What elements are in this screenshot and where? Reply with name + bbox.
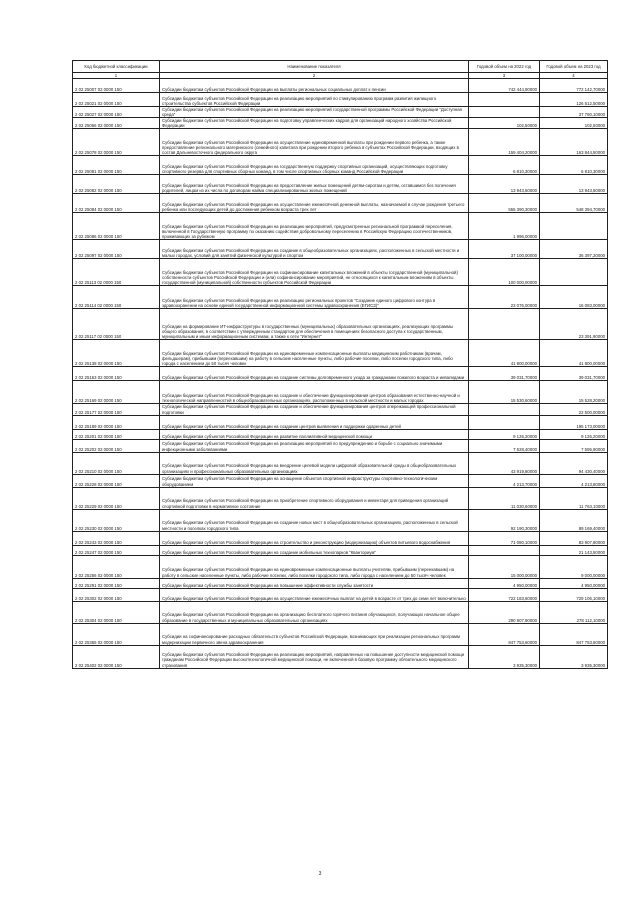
table-row — [73, 175, 608, 194]
budget-code-cell: 2 02 25082 02 0000 150 — [73, 175, 160, 194]
amount-2022-cell: 3 935,30000 — [469, 645, 540, 668]
budget-code-cell: 2 02 25066 02 0000 150 — [73, 118, 160, 129]
amount-2022-cell — [469, 107, 540, 118]
budget-code-cell: 2 02 25201 02 0000 150 — [73, 429, 160, 439]
indicator-name-cell: Субсидии бюджетам субъектов Российской Федерации на софинансирование капитальных вложений в объекты государственной (муниципальной) собственности субъектов Российской Федерации и (или) софинансирование мероприятий, не относящихся к капитальным вложениям в объекты государственной (муниципальной) собственности субъектов Российской Федерации — [160, 259, 469, 286]
table-row — [73, 240, 608, 259]
table-row — [73, 555, 608, 578]
budget-code-cell: 2 02 25229 02 0000 150 — [73, 487, 160, 509]
table-row — [73, 340, 608, 367]
budget-code-cell: 2 02 25202 02 0000 150 — [73, 439, 160, 452]
table-row — [73, 623, 608, 645]
amount-2022-cell: 100 000,00000 — [469, 259, 540, 286]
column-index: 2 — [160, 73, 469, 79]
amount-2022-cell: 1 996,00000 — [469, 213, 540, 240]
indicator-name-cell: Субсидии на формирование ИТ-инфраструктуры в государственных (муниципальных) образовательных организациях, реализующих программы общего образования, в соответствии с утвержденным стандартом для обеспечения в помещениях безопасного доступа к государственным, муниципальным и иным информационным системам, а также к сети "Интернет" — [160, 309, 469, 340]
indicator-name-cell: Субсидии бюджетам субъектов Российской Федерации на оснащение объектов спортивной инфраструктуры спортивно-технологическим оборудованием — [160, 474, 469, 487]
amount-2023-cell: 11 763,10000 — [540, 487, 608, 509]
amount-2023-cell: 83 907,80000 — [540, 531, 608, 545]
budget-code-cell: 2 02 25210 02 0000 150 — [73, 452, 160, 474]
indicator-name-cell: Субсидии бюджетам субъектов Российской Федерации на реализацию мероприятий по предупреждению и борьбе с социально значимыми инфекционными заболеваниями — [160, 439, 469, 452]
amount-2023-cell: 729 106,10000 — [540, 588, 608, 601]
amount-2022-cell: 290 907,90000 — [469, 601, 540, 623]
amount-2023-cell: 36 397,20000 — [540, 240, 608, 259]
indicator-name-cell: Субсидии бюджетам субъектов Российской Федерации на развитие паллиативной медицинской помощи — [160, 429, 469, 439]
budget-code-cell: 2 02 25402 02 0000 150 — [73, 645, 160, 668]
budget-table — [72, 60, 608, 669]
amount-2023-cell: 7 595,90000 — [540, 439, 608, 452]
table-row — [73, 367, 608, 381]
indicator-name-cell: Субсидии бюджетам субъектов Российской Федерации на создание и обеспечение функционирования центров опережающей профессиональной подготовки — [160, 404, 469, 415]
table-row — [73, 578, 608, 588]
indicator-name-cell: Субсидии бюджетам субъектов Российской Федерации на создание центров выявления и поддержки одаренных детей — [160, 415, 469, 429]
amount-2023-cell: 4 213,80000 — [540, 474, 608, 487]
amount-2022-cell: 13 943,50000 — [469, 175, 540, 194]
column-index: 3 — [469, 73, 540, 79]
table-row — [73, 79, 608, 93]
amount-2023-cell: 37 760,10000 — [540, 107, 608, 118]
budget-code-cell: 2 02 25177 02 0000 150 — [73, 404, 160, 415]
amount-2022-cell: 43 919,80000 — [469, 452, 540, 474]
table-row — [73, 93, 608, 107]
indicator-name-cell: Субсидии бюджетам субъектов Российской Федерации на создание в общеобразовательных организациях, расположенных в сельской местности и малых городах, условий для занятий физической культурой и спортом — [160, 240, 469, 259]
amount-2023-cell: 9 000,00000 — [540, 555, 608, 578]
budget-code-cell: 2 02 25189 02 0000 150 — [73, 415, 160, 429]
indicator-name-cell: Субсидии бюджетам субъектов Российской Федерации на реализацию мероприятий государственной программы Российской Федерации "Доступная среда" — [160, 107, 469, 118]
indicator-name-cell: Субсидии бюджетам субъектов Российской Федерации на внедрение целевой модели цифровой образовательной среды в общеобразовательных организациях и профессиональных образовательных организациях — [160, 452, 469, 474]
indicator-name-cell: Субсидии бюджетам субъектов Российской Федерации на строительство и реконструкцию (модернизацию) объектов питьевого водоснабжения — [160, 531, 469, 545]
table-row — [73, 381, 608, 404]
budget-code-cell: 2 02 25247 02 0000 150 — [73, 545, 160, 555]
budget-code-cell: 2 02 25021 02 0000 150 — [73, 93, 160, 107]
amount-2023-cell: 163 844,50000 — [540, 129, 608, 156]
amount-2022-cell: 159 404,20000 — [469, 129, 540, 156]
budget-code-cell: 2 02 25078 02 0000 150 — [73, 129, 160, 156]
header-2022: Годовой объем на 2022 год — [469, 61, 540, 73]
table-row — [73, 645, 608, 668]
amount-2022-cell — [469, 545, 540, 555]
table-row — [73, 429, 608, 439]
amount-2022-cell — [469, 309, 540, 340]
amount-2022-cell: 11 030,60000 — [469, 487, 540, 509]
amount-2023-cell: 9 126,20000 — [540, 429, 608, 439]
budget-code-cell: 2 02 25243 02 0000 150 — [73, 531, 160, 545]
amount-2023-cell: 21 143,50000 — [540, 545, 608, 555]
indicator-name-cell: Субсидии бюджетам субъектов Российской Федерации на создание новых мест в общеобразовательных организациях, расположенных в сельской местности и поселках городского типа — [160, 509, 469, 531]
amount-2022-cell: 41 800,00000 — [469, 340, 540, 367]
table-row — [73, 309, 608, 340]
amount-2023-cell: 548 394,70000 — [540, 194, 608, 213]
amount-2022-cell: 722 183,60000 — [469, 588, 540, 601]
amount-2022-cell: 9 126,20000 — [469, 429, 540, 439]
table-body — [73, 79, 608, 669]
indicator-name-cell: Субсидии бюджетам субъектов Российской Федерации на организацию бесплатного горячего питания обучающихся, получающих начальное общее образование в государственных и муниципальных образовательных организациях — [160, 601, 469, 623]
amount-2023-cell — [540, 259, 608, 286]
amount-2023-cell: 94 430,40000 — [540, 452, 608, 474]
budget-code-cell: 2 02 25097 02 0000 150 — [73, 240, 160, 259]
budget-code-cell: 2 02 25027 02 0000 150 — [73, 107, 160, 118]
indicator-name-cell: Субсидии бюджетам субъектов Российской Федерации на единовременные компенсационные выплаты учителям, прибывшим (переехавшим) на работу в сельские населенные пункты, либо рабочие поселки, либо поселки городского типа, либо города с населением до 50 тысяч человек — [160, 555, 469, 578]
amount-2022-cell: 15 000,00000 — [469, 555, 540, 578]
table-row — [73, 286, 608, 309]
amount-2022-cell — [469, 415, 540, 429]
amount-2023-cell: 22 500,00000 — [540, 404, 608, 415]
budget-code-cell: 2 02 25114 02 0000 150 — [73, 286, 160, 309]
amount-2023-cell: 6 810,30000 — [540, 156, 608, 175]
header-2023: Годовой объем на 2023 год — [540, 61, 608, 73]
indicator-name-cell: Субсидии бюджетам субъектов Российской Федерации на реализацию мероприятий, предусмотренных региональной программой переселения, включенной в Государственную программу по оказанию содействия добровольному переселению в Российскую Федерацию соотечественников, проживающих за рубежом — [160, 213, 469, 240]
amount-2023-cell: 13 943,50000 — [540, 175, 608, 194]
budget-code-cell: 2 02 25365 02 0000 150 — [73, 623, 160, 645]
amount-2022-cell: 39 031,70000 — [469, 367, 540, 381]
indicator-name-cell: Субсидии на софинансирование расходных обязательств субъектов Российской Федерации, возникающих при реализации региональных программ модернизации первичного звена здравоохранения — [160, 623, 469, 645]
table-row — [73, 487, 608, 509]
amount-2023-cell: 847 753,60000 — [540, 623, 608, 645]
amount-2022-cell: 847 753,60000 — [469, 623, 540, 645]
budget-code-cell: 2 02 25228 02 0000 150 — [73, 474, 160, 487]
table-row — [73, 509, 608, 531]
amount-2023-cell: 16 083,00000 — [540, 286, 608, 309]
amount-2023-cell: 89 169,40000 — [540, 509, 608, 531]
table-row — [73, 531, 608, 545]
budget-code-cell: 2 02 25256 02 0000 150 — [73, 555, 160, 578]
budget-code-cell: 2 02 25117 02 0000 150 — [73, 309, 160, 340]
header-name: Наименование показателя — [160, 61, 469, 73]
indicator-name-cell: Субсидии бюджетам субъектов Российской Федерации на создание мобильных технопарков "Кванториум" — [160, 545, 469, 555]
indicator-name-cell: Субсидии бюджетам субъектов Российской Федерации на осуществление ежемесячной денежной выплаты, назначаемой в случае рождения третьего ребенка или последующих детей до достижения ребенком возраста трех лет — [160, 194, 469, 213]
amount-2022-cell: 6 810,30000 — [469, 156, 540, 175]
amount-2023-cell: 278 112,10000 — [540, 601, 608, 623]
page-number: 3 — [318, 871, 322, 877]
amount-2023-cell: 23 391,90000 — [540, 309, 608, 340]
indicator-name-cell: Субсидии бюджетам субъектов Российской Федерации на единовременные компенсационные выплаты медицинским работникам (врачам, фельдшерам), прибывшим (переехавшим) на работу в сельские населенные пункты, либо рабочие поселки, либо поселки городского типа, либо города с населением до 50 тысяч человек — [160, 340, 469, 367]
indicator-name-cell: Субсидии бюджетам субъектов Российской Федерации на реализацию региональных проектов "Создание единого цифрового контура в здравоохранении на основе единой государственной информационной системы здравоохранения (ЕГИСЗ)" — [160, 286, 469, 309]
amount-2022-cell: 102,50000 — [469, 118, 540, 129]
amount-2023-cell: 15 528,20000 — [540, 381, 608, 404]
amount-2022-cell: 37 100,00000 — [469, 240, 540, 259]
table-row — [73, 213, 608, 240]
column-index: 4 — [540, 73, 608, 79]
amount-2023-cell: 41 800,00000 — [540, 340, 608, 367]
table-row — [73, 156, 608, 175]
amount-2022-cell — [469, 404, 540, 415]
amount-2023-cell: 126 512,50000 — [540, 93, 608, 107]
budget-code-cell: 2 02 25086 02 0000 150 — [73, 213, 160, 240]
amount-2022-cell — [469, 93, 540, 107]
amount-2022-cell: 4 950,00000 — [469, 578, 540, 588]
table-row — [73, 129, 608, 156]
budget-code-cell: 2 02 25084 02 0000 150 — [73, 194, 160, 213]
budget-code-cell: 2 02 25291 02 0000 150 — [73, 578, 160, 588]
table-row — [73, 194, 608, 213]
budget-code-cell: 2 02 25302 02 0000 150 — [73, 588, 160, 601]
indicator-name-cell: Субсидии бюджетам субъектов Российской Федерации на подготовку управленческих кадров для организаций народного хозяйства Российской Федерации — [160, 118, 469, 129]
amount-2022-cell: 23 076,00000 — [469, 286, 540, 309]
amount-2022-cell: 71 080,10000 — [469, 531, 540, 545]
amount-2022-cell: 15 530,60000 — [469, 381, 540, 404]
table-row — [73, 439, 608, 452]
budget-code-cell: 2 02 25169 02 0000 150 — [73, 381, 160, 404]
column-index: 1 — [73, 73, 160, 79]
indicator-name-cell: Субсидии бюджетам субъектов Российской Федерации на создание и обеспечение функционирования центров образования естественно-научной и технологической направленностей в общеобразовательных организациях, расположенных в сельской местности и малых городах — [160, 381, 469, 404]
budget-code-cell: 2 02 25081 02 0000 150 — [73, 156, 160, 175]
amount-2023-cell: 39 031,70000 — [540, 367, 608, 381]
table-row — [73, 404, 608, 415]
table-row — [73, 118, 608, 129]
budget-code-cell: 2 02 25230 02 0000 150 — [73, 509, 160, 531]
table-row — [73, 107, 608, 118]
table-row — [73, 474, 608, 487]
budget-table-page — [72, 60, 607, 669]
table-row — [73, 601, 608, 623]
indicator-name-cell: Субсидии бюджетам субъектов Российской Федерации на осуществление единовременной выплаты при рождении первого ребенка, а также предоставление регионального материнского (семейного) капитала при рождении второго ребенка в субъектах Российской Федерации, входящих в состав Дальневосточного федерального округа — [160, 129, 469, 156]
amount-2022-cell: 4 213,70000 — [469, 474, 540, 487]
amount-2023-cell: 4 950,00000 — [540, 578, 608, 588]
amount-2023-cell: 102,50000 — [540, 118, 608, 129]
indicator-name-cell: Субсидии бюджетам субъектов Российской Федерации на осуществление ежемесячных выплат на детей в возрасте от трех до семи лет включительно — [160, 588, 469, 601]
amount-2022-cell: 555 390,30000 — [469, 194, 540, 213]
amount-2022-cell: 742 444,90000 — [469, 79, 540, 93]
amount-2023-cell: 3 935,30000 — [540, 645, 608, 668]
budget-code-cell: 2 02 25304 02 0000 150 — [73, 601, 160, 623]
amount-2023-cell: 772 142,70000 — [540, 79, 608, 93]
indicator-name-cell: Субсидии бюджетам субъектов Российской Федерации на приобретение спортивного оборудования и инвентаря для приведения организаций спортивной подготовки в нормативное состояние — [160, 487, 469, 509]
budget-code-cell: 2 02 25138 02 0000 150 — [73, 340, 160, 367]
amount-2023-cell: 195 173,00000 — [540, 415, 608, 429]
header-code: Код бюджетной классификации — [73, 61, 160, 73]
indicator-name-cell: Субсидии бюджетам субъектов Российской Федерации на повышение эффективности службы занятости — [160, 578, 469, 588]
amount-2023-cell — [540, 213, 608, 240]
indicator-name-cell: Субсидии бюджетам субъектов Российской Федерации на предоставление жилых помещений детям-сиротам и детям, оставшимся без попечения родителей, лицам из их числа по договорам найма специализированных жилых помещений — [160, 175, 469, 194]
table-row — [73, 415, 608, 429]
table-header-row — [73, 61, 608, 73]
indicator-name-cell: Субсидии бюджетам субъектов Российской Федерации на государственную поддержку спортивных организаций, осуществляющих подготовку спортивного резерва для спортивных сборных команд, в том числе спортивных сборных команд Российской Федерации — [160, 156, 469, 175]
table-row — [73, 259, 608, 286]
budget-code-cell: 2 02 25163 02 0000 150 — [73, 367, 160, 381]
table-row — [73, 452, 608, 474]
table-row — [73, 588, 608, 601]
budget-code-cell: 2 02 25113 02 0000 150 — [73, 259, 160, 286]
indicator-name-cell: Субсидии бюджетам субъектов Российской Федерации на реализацию мероприятий, направленных на повышение доступности медицинской помощи гражданам Российской Федерации высокотехнологичной медицинской помощи, не включенной в базовую программу обязательного медицинского страхования — [160, 645, 469, 668]
table-row — [73, 545, 608, 555]
budget-code-cell: 2 02 25007 02 0000 150 — [73, 79, 160, 93]
amount-2022-cell: 92 190,30000 — [469, 509, 540, 531]
indicator-name-cell: Субсидии бюджетам субъектов Российской Федерации на создание системы долговременного ухода за гражданами пожилого возраста и инвалидами — [160, 367, 469, 381]
amount-2022-cell: 7 528,40000 — [469, 439, 540, 452]
indicator-name-cell: Субсидии бюджетам субъектов Российской Федерации на реализацию мероприятий по стимулированию программ развития жилищного строительства субъектов Российской Федерации — [160, 93, 469, 107]
indicator-name-cell: Субсидии бюджетам субъектов Российской Федерации на выплаты региональных социальных доплат к пенсии — [160, 79, 469, 93]
